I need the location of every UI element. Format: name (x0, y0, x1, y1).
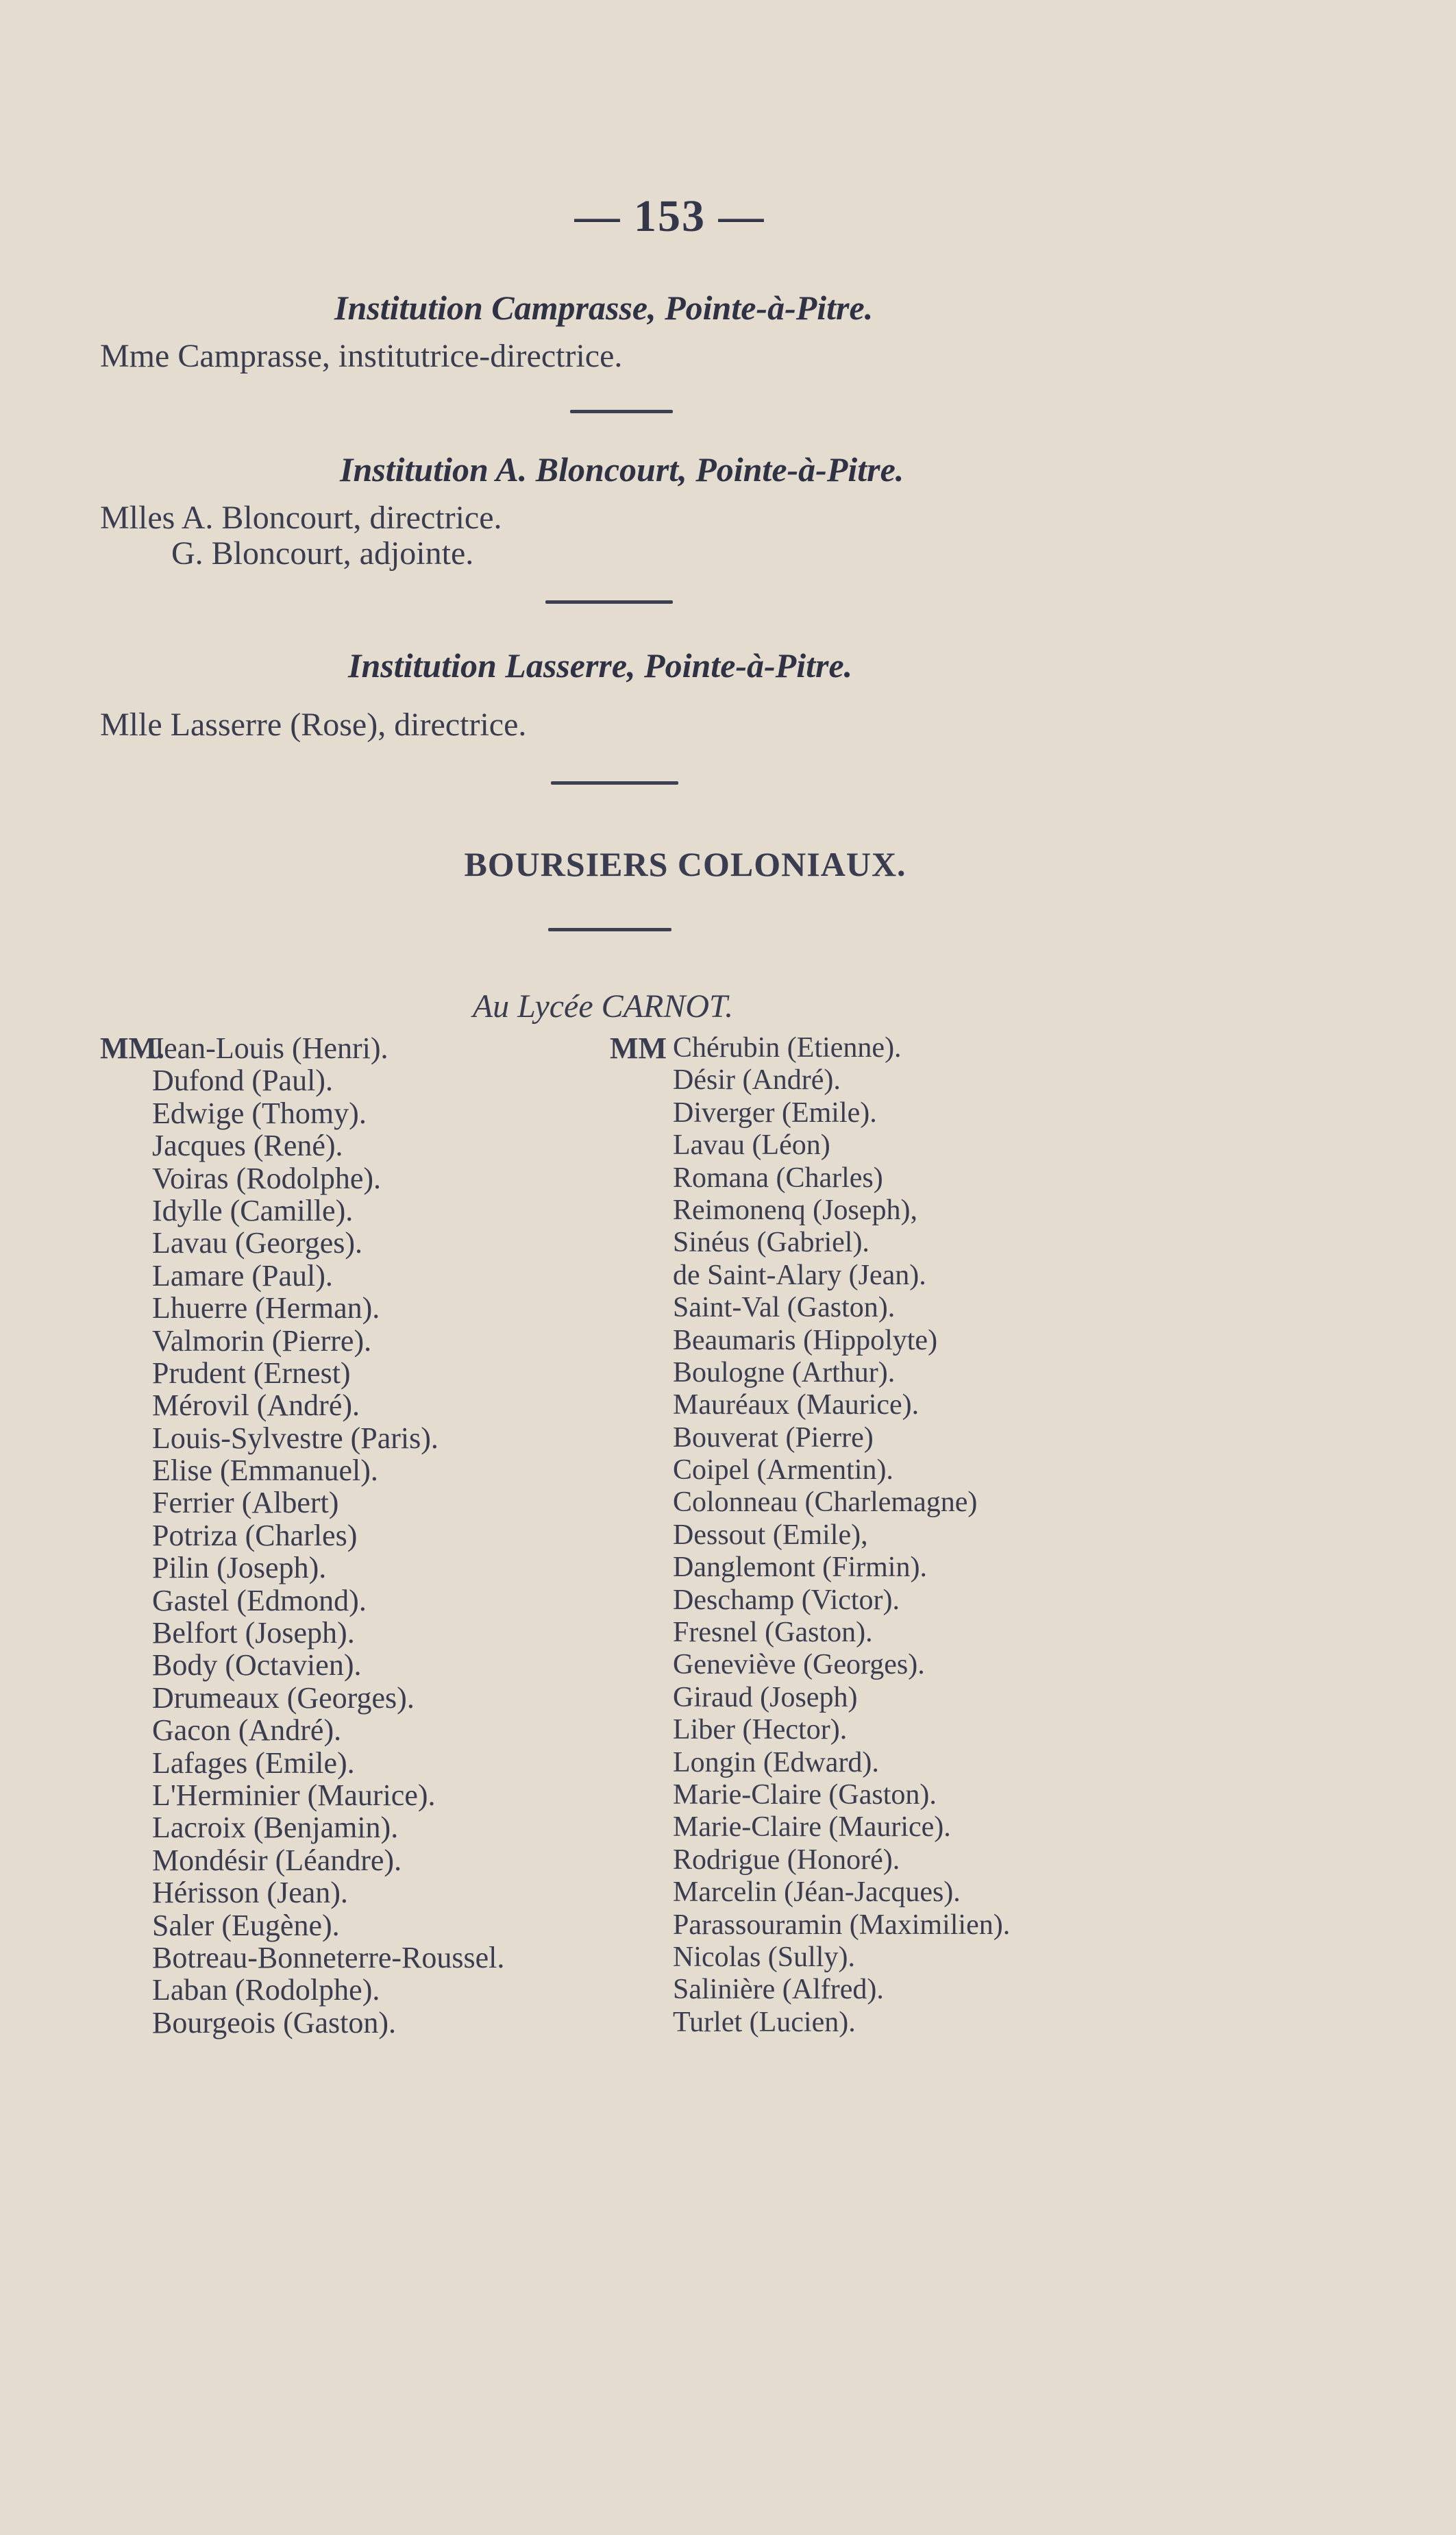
list-item: Edwige (Thomy). (152, 1096, 367, 1130)
list-item: Marie-Claire (Maurice). (673, 1811, 951, 1844)
list-item: Hérisson (Jean). (152, 1876, 348, 1910)
list-item: Lavau (Georges). (152, 1226, 363, 1260)
list-item: Dessout (Emile), (673, 1519, 868, 1551)
separator-rule (570, 410, 673, 413)
left-column-prefix: MM. (100, 1031, 165, 1065)
list-item: Botreau-Bonneterre-Roussel. (152, 1940, 505, 1974)
list-item: Fresnel (Gaston). (673, 1617, 873, 1649)
institution-line: G. Bloncourt, adjointe. (171, 535, 474, 572)
list-item: Reimonenq (Joseph), (673, 1194, 917, 1226)
list-item: Voiras (Rodolphe). (152, 1161, 382, 1195)
list-item: Nicolas (Sully). (673, 1941, 855, 1973)
list-item: Marcelin (Jéan-Jacques). (673, 1876, 961, 1909)
list-item: Sinéus (Gabriel). (673, 1227, 869, 1259)
list-item: Gastel (Edmond). (152, 1583, 367, 1617)
institution-line: Mlle Lasserre (Rose), directrice. (100, 707, 527, 743)
list-item: Saler (Eugène). (152, 1908, 340, 1942)
list-item: Désir (André). (673, 1064, 841, 1097)
list-item: Dufond (Paul). (152, 1064, 333, 1098)
list-item: Jacques (René). (152, 1129, 343, 1163)
right-column-prefix: MM (610, 1031, 667, 1065)
institution-title-camprasse: Institution Camprasse, Pointe-à-Pitre. (334, 289, 874, 327)
list-item: Deschamp (Victor). (673, 1584, 900, 1616)
institution-line: Mme Camprasse, institutrice-directrice. (100, 338, 623, 374)
separator-rule (545, 600, 673, 604)
list-item: Giraud (Joseph) (673, 1681, 858, 1713)
separator-rule (548, 928, 671, 931)
list-item: Elise (Emmanuel). (152, 1454, 378, 1488)
list-item: Diverger (Emile). (673, 1097, 877, 1129)
list-item: Pilin (Joseph). (152, 1551, 327, 1585)
section-subheading: Au Lycée CARNOT. (472, 988, 734, 1025)
list-item: Coipel (Armentin). (673, 1454, 893, 1486)
list-item: Lamare (Paul). (152, 1258, 333, 1293)
institution-title-bloncourt: Institution A. Bloncourt, Pointe-à-Pitre. (340, 450, 904, 489)
list-item: Prudent (Ernest) (152, 1356, 351, 1390)
page-number: — 153 — (574, 191, 765, 241)
list-item: Mauréaux (Maurice). (673, 1389, 920, 1421)
list-item: Geneviève (Georges). (673, 1649, 925, 1681)
list-item: Romana (Charles) (673, 1162, 883, 1194)
list-item: Boulogne (Arthur). (673, 1356, 896, 1388)
list-item: Longin (Edward). (673, 1746, 879, 1778)
list-item: Marie-Claire (Gaston). (673, 1778, 937, 1811)
section-heading: BOURSIERS COLONIAUX. (464, 845, 906, 883)
list-item: Laban (Rodolphe). (152, 1973, 380, 2007)
list-item: Rodrigue (Honoré). (673, 1844, 900, 1876)
list-item: Jean-Louis (Henri). (152, 1031, 388, 1065)
list-item: Potriza (Charles) (152, 1518, 358, 1552)
list-item: Lhuerre (Herman). (152, 1291, 380, 1325)
list-item: Lavau (Léon) (673, 1129, 830, 1162)
list-item: Colonneau (Charlemagne) (673, 1486, 978, 1519)
list-item: Beaumaris (Hippolyte) (673, 1324, 938, 1356)
list-item: L'Herminier (Maurice). (152, 1778, 436, 1812)
list-item: Parassouramin (Maximilien). (673, 1909, 1011, 1941)
list-item: Idylle (Camille). (152, 1193, 354, 1227)
list-item: Lacroix (Benjamin). (152, 1811, 399, 1845)
list-item: Salinière (Alfred). (673, 1974, 884, 2006)
list-item: Ferrier (Albert) (152, 1486, 339, 1520)
list-item: Gacon (André). (152, 1713, 342, 1748)
institution-title-lasserre: Institution Lasserre, Pointe-à-Pitre. (348, 646, 853, 685)
list-item: Valmorin (Pierre). (152, 1323, 372, 1358)
institution-line: Mlles A. Bloncourt, directrice. (100, 500, 502, 536)
list-item: de Saint-Alary (Jean). (673, 1259, 926, 1291)
list-item: Saint-Val (Gaston). (673, 1292, 896, 1324)
list-item: Turlet (Lucien). (673, 2006, 856, 2038)
left-name-list (152, 1032, 504, 2039)
list-item: Lafages (Emile). (152, 1746, 355, 1780)
list-item: Mondésir (Léandre). (152, 1843, 402, 1877)
list-item: Chérubin (Etienne). (673, 1032, 902, 1064)
list-item: Bouverat (Pierre) (673, 1421, 874, 1454)
right-name-list (673, 1032, 1010, 2039)
list-item: Mérovil (André). (152, 1388, 360, 1423)
list-item: Body (Octavien). (152, 1648, 362, 1682)
list-item: Liber (Hector). (673, 1714, 848, 1746)
separator-rule (551, 781, 678, 785)
list-item: Louis-Sylvestre (Paris). (152, 1421, 439, 1455)
list-item: Drumeaux (Georges). (152, 1680, 415, 1715)
list-item: Belfort (Joseph). (152, 1616, 355, 1650)
list-item: Bourgeois (Gaston). (152, 2005, 397, 2040)
list-item: Danglemont (Firmin). (673, 1552, 927, 1584)
